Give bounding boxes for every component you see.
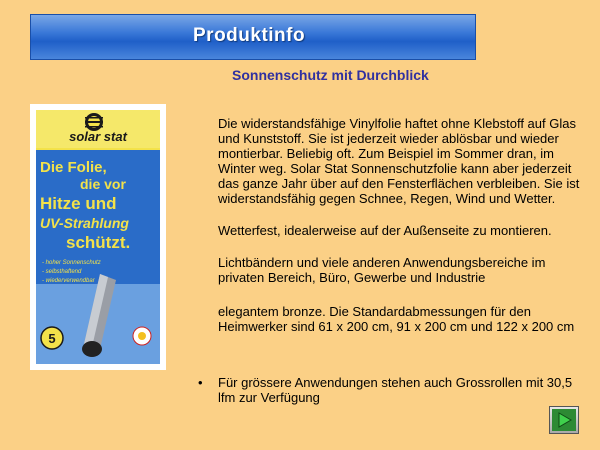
product-image (30, 104, 166, 370)
bullet-symbol: • (198, 375, 203, 390)
feature-2: - selbsthaftend (42, 269, 82, 275)
paragraph-applications: Lichtbändern und viele anderen Anwendungsbereiche im privaten Bereich, Büro, Gewerbe und Industrie (218, 255, 546, 285)
bullet-text: Für grössere Anwendungen stehen auch Grossrollen mit 30,5 lfm zur Verfügung (218, 375, 573, 405)
page-subtitle: Sonnenschutz mit Durchblick (232, 67, 429, 83)
headline-line-5: schützt. (66, 233, 131, 252)
play-arrow-icon (550, 407, 578, 433)
headline-line-1: Die Folie, (40, 159, 107, 176)
headline-line-3: Hitze und (40, 194, 117, 213)
page-title: Produktinfo (193, 25, 306, 46)
badge-icon (41, 327, 63, 349)
paragraph-weatherproof: Wetterfest, idealerweise auf der Außenseite zu montieren. (218, 223, 552, 238)
header-banner (30, 14, 476, 60)
headline-line-2: die vor (80, 176, 126, 192)
badge-number: 5 (48, 331, 56, 346)
feature-1: - hoher Sonnenschutz (42, 260, 101, 266)
paragraph-description: Die widerstandsfähige Vinylfolie haftet ohne Klebstoff auf Glas und Kunststoff. Sie ist jederzeit wieder ablösbar und wieder montierbar. Beliebig oft. Zum Beispiel im Sommer dran, im Winter weg. Solar Stat Sonnenschutzfolie kann aber jederzeit das ganze Jahr über auf den Fensterflächen verbleiben. Sie ist widerstandsfähig gegen Schnee, Regen, Wind und Wetter. (218, 116, 580, 206)
next-slide-button[interactable] (549, 406, 579, 434)
headline-line-4: UV-Strahlung (40, 215, 129, 231)
sticker-icon (133, 327, 151, 345)
feature-3: - wiederverwendbar (42, 278, 95, 284)
brand-text: solar stat (69, 129, 127, 144)
paragraph-dimensions: elegantem bronze. Die Standardabmessungen für den Heimwerker sind 61 x 200 cm, 91 x 200 cm und 122 x 200 cm (218, 304, 575, 334)
product-package-graphic (30, 104, 166, 370)
content-area (218, 116, 590, 334)
